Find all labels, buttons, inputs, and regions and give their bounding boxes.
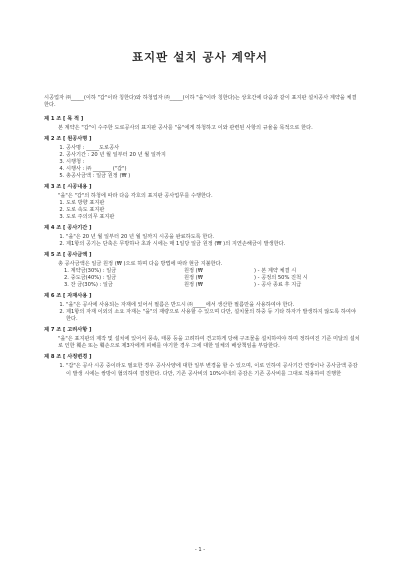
list-item: 3. 시행청 : [66, 159, 360, 166]
list-item: 1. 공사명 : _____도로공사 [66, 145, 360, 152]
payment-note: ) - 본 계약 체결 시 [254, 268, 297, 275]
payment-note: ) - 공사 종료 후 지급 [254, 282, 302, 289]
article-paragraph: "을"은 표지판의 제작 및 설치에 있어서 풍속, 태풍 등을 고려하여 견고하게 당해 구조물을 설치하여야 하며 정하여진 기준 미달의 설치로 인한 훼손 또는 훼손으로 제3자에게 피해를 야기한 경우 그에 대한 일체의 배상책임을 부담한다. [58, 336, 360, 350]
article-title: 제 1 조 [ 목 적 ] [44, 116, 84, 123]
article-items [44, 302, 360, 323]
list-item: 4. 시행사 : ㈜ _______ ("갑") [66, 166, 360, 173]
article-items [44, 200, 360, 221]
payment-amount: 원정 (₩ [184, 282, 203, 289]
list-item: 1. "을"은 20 년 월 일부터 20 년 월 일까지 시공을 완료하도록 한다. [66, 234, 360, 241]
payment-row [44, 282, 360, 289]
article-paragraph: 총 공사금액은 일금 원정 (₩ )으로 하며 다음 방법에 따라 현금 지불한다. [58, 261, 223, 268]
payment-label: 1. 계약금(30%) : 일금 [64, 268, 117, 275]
article-title: 제 4 조 [ 공사기간 ] [44, 225, 92, 232]
article-title: 제 3 조 [ 시공내용 ] [44, 184, 92, 191]
article-7 [44, 327, 360, 350]
article-title: 제 2 조 [ 원공사명 ] [44, 136, 92, 143]
article-4 [44, 225, 360, 248]
list-item: 2. 도로 속도 표지판 [66, 207, 360, 214]
payment-label: 2. 중도금(40%) : 일금 [64, 275, 117, 282]
list-item: 3. 도로 주의의무 표지판 [66, 214, 360, 221]
article-6 [44, 293, 360, 323]
list-item: 2. 제1항의 자재 이외의 소요 자재는 "을"의 재량으로 사용할 수 있으며 다만, 설치물의 하중 등 기타 하자가 발생하지 않도록 하여야 한다. [66, 309, 360, 323]
page-number: - 1 - [194, 547, 206, 553]
article-3 [44, 184, 360, 221]
list-item: 2. 공사기간 : 20 년 월 일부터 20 년 월 일까지 [66, 152, 360, 159]
document-body [44, 95, 360, 378]
list-item: 2. 제1항의 공기는 단축은 무방하나 초과 시에는 매 1일당 일금 원정 (₩ )의 지연손해금이 발생한다. [66, 241, 360, 248]
list-item: 1. 도로 방향 표지판 [66, 200, 360, 207]
article-1 [44, 116, 360, 132]
article-title: 제 8 조 [ 사정변경 ] [44, 354, 92, 361]
intro-paragraph: 시공업자 ㈜_____(이하 "갑"이라 칭한다)와 하청업자 ㈜_____(이하 "을"이라 칭한다)는 상호간에 다음과 같이 표지판 설치공사 계약을 체결한다. [44, 95, 357, 109]
document-title: 표지판 설치 공사 계약서 [131, 50, 269, 64]
payment-label: 3. 잔 금(30%) : 일금 [64, 282, 113, 289]
article-5 [44, 252, 360, 289]
list-item: 1. "갑"은 공사 시공 중이라도 필요한 경우 공사사양에 대한 일부 변경을 할 수 있으며, 이로 인하여 공사기간 연장이나 공사금액 증감이 발생 시에는 쌍방이 협의하여 결정한다. 다만, 기존 공사비의 10%이내의 증감은 기존 공사비를 그대로 적용하여 진행한 [66, 363, 360, 377]
article-2 [44, 136, 360, 180]
article-paragraph: 본 계약은 "갑"이 수주한 도로공사의 표지판 공사를 "을"에게 하청하고 이와 관련된 사항의 규율을 목적으로 한다. [58, 125, 313, 132]
article-title: 제 6 조 [ 자재사용 ] [44, 293, 92, 300]
article-items [44, 363, 360, 377]
article-title: 제 5 조 [ 공사금액 ] [44, 252, 92, 259]
payment-amount: 원정 (₩ [184, 275, 203, 282]
payment-amount: 원정 (₩ [184, 268, 203, 275]
list-item: 5. 총공사금액 : 일금 원정 (₩ ) [66, 173, 360, 180]
list-item: 1. "을"은 공사에 사용되는 자재에 있어서 필름은 반드시 ㈜_____에서 생산한 필름만을 사용하여야 한다. [66, 302, 360, 309]
article-title: 제 7 조 [ 고려사항 ] [44, 327, 92, 334]
article-8 [44, 354, 360, 377]
article-items [44, 145, 360, 180]
payment-note: ) - 공정의 50% 진척 시 [254, 275, 308, 282]
article-items [44, 234, 360, 248]
article-paragraph: "을"은 "갑"의 하청에 따라 다음 각호의 표지판 공사업무를 수행한다. [58, 193, 213, 200]
